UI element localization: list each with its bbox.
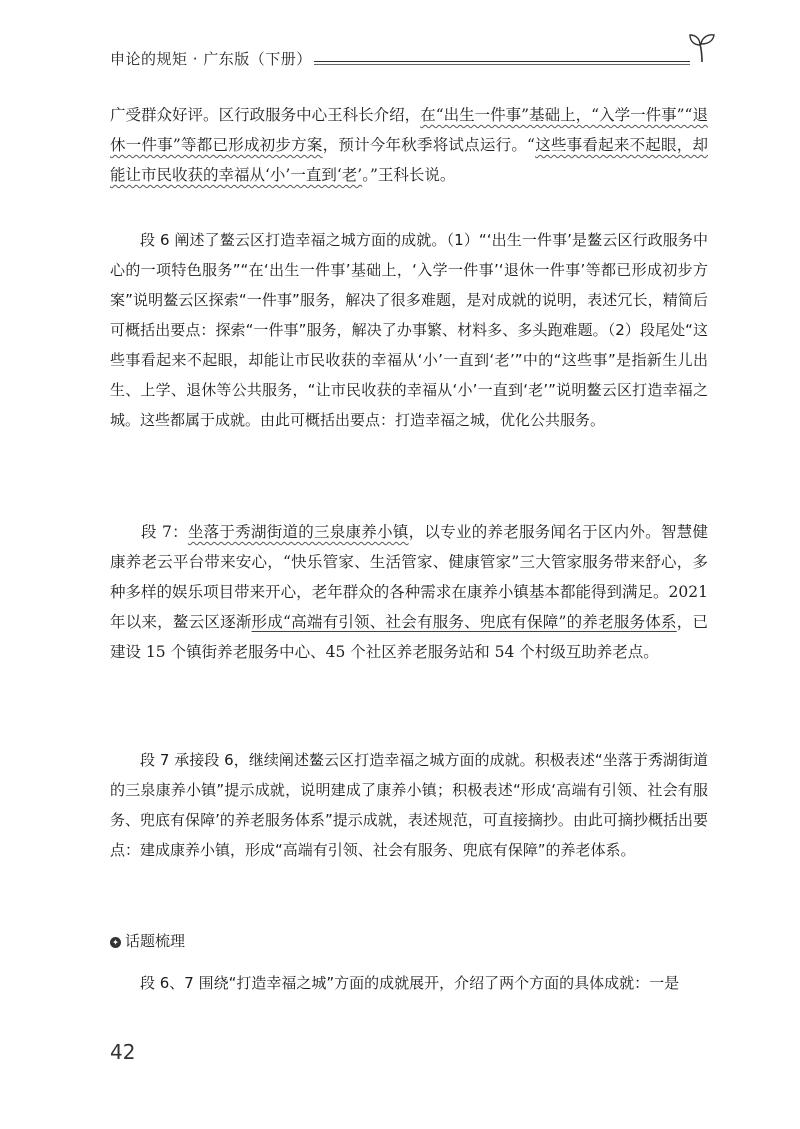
header-rule-thin xyxy=(314,64,690,65)
p1-text-2: ，预计今年秋季将试点运行。“ xyxy=(322,136,535,154)
paragraph-7 xyxy=(110,517,708,667)
running-header xyxy=(110,44,716,74)
analysis-p7-text: 段 7 承接段 6，继续阐述鳌云区打造幸福之城方面的成就。积极表述“坐落于秀湖街道的三泉康养小镇”提示成就，说明建成了康养小镇；积极表述“形成‘高端有引领、社会有服务、兜底有保障’的养老服务体系”提示成就，表述规范，可直接摘抄。由此可摘抄概括出要点：建成康养小镇，形成“高端有引领、社会有服务、兜底有保障”的养老体系。 xyxy=(110,751,708,859)
section-heading xyxy=(110,930,185,951)
bullet-icon: ✦ xyxy=(110,937,121,948)
header-title: 申论的规矩 · 广东版（下册） xyxy=(110,50,312,68)
summary-text: 段 6、7 围绕“打造幸福之城”方面的成就展开，介绍了两个方面的具体成就：一是 xyxy=(140,974,680,992)
header-rule xyxy=(314,61,690,62)
p7-underlined-1: 坐落于秀湖街道的三泉康养小镇 xyxy=(187,523,409,541)
summary-paragraph xyxy=(110,968,708,998)
p7-label: 段 7： xyxy=(141,523,188,541)
paragraph-1 xyxy=(110,100,708,190)
p1-underlined-2: 这些事看起来不起眼，却能让市民收获的幸福从‘小’一直到‘老’ xyxy=(110,136,708,184)
p7-text-2: ，已建设 15 个镇街养老服务中心、45 个社区养老服务站和 54 个村级互助养老点。 xyxy=(110,613,708,661)
analysis-paragraph-6 xyxy=(110,225,708,435)
section-title-text: 话题梳理 xyxy=(125,932,186,950)
p1-text-1: 广受群众好评。区行政服务中心王科长介绍， xyxy=(110,106,421,124)
p1-text-3: 。”王科长说。 xyxy=(362,166,456,184)
analysis-p6-text: 段 6 阐述了鳌云区打造幸福之城方面的成就。（1）“‘出生一件事’是鳌云区行政服务中心的一项特色服务”“在‘出生一件事’基础上，‘入学一件事’‘退休一件事’等都已形成初步方案”说明鳌云区探索“一件事”服务，解决了很多难题，是对成就的说明，表述冗长，精简后可概括出要点：探索“一件事”服务，解决了办事繁、材料多、多头跑难题。（2）段尾处“这些事看起来不起眼，却能让市民收获的幸福从‘小’一直到‘老’”中的“这些事”是指新生儿出生、上学、退休等公共服务，“让市民收获的幸福从‘小’一直到‘老’”说明鳌云区打造幸福之城。这些都属于成就。由此可概括出要点：打造幸福之城，优化公共服务。 xyxy=(110,231,708,429)
p7-text-1: ，以专业的养老服务闻名于区内外。智慧健康养老云平台带来安心，“快乐管家、生活管家、健康管家”三大管家服务带来舒心，多种多样的娱乐项目带来开心，老年群众的各种需求在康养小镇基本都能得到满足。2021 年以来，鳌云区逐渐 xyxy=(110,523,708,631)
page-number: 42 xyxy=(110,1040,136,1064)
p7-underlined-2: 形成“高端有引领、社会有服务、兜底有保障”的养老服务体系 xyxy=(251,613,677,631)
analysis-paragraph-7 xyxy=(110,745,708,865)
sprout-icon xyxy=(688,32,716,64)
p1-underlined-1: 在“出生一件事”基础上，“入学一件事”“退休一件事”等都已形成初步方案 xyxy=(110,106,708,154)
